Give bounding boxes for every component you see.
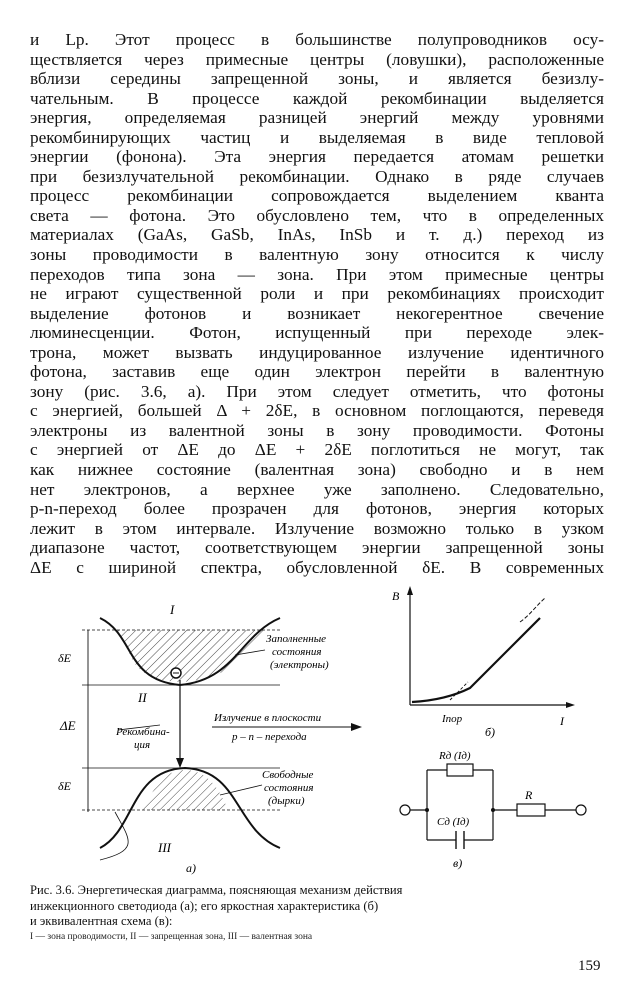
text-line: света — фотона. Это обусловлено тем, что в определенных	[30, 205, 604, 225]
text-line: процесс рекомбинации сопровождается выделением кванта	[30, 186, 604, 206]
terminal-right	[576, 805, 586, 815]
zone-label-forbidden: II	[138, 690, 147, 705]
rd-label: Rд (Iд)	[439, 750, 471, 762]
text-line: не играют существенной роли и при рекомбинациях происходит	[30, 284, 604, 304]
cd-label: Cд (Iд)	[437, 816, 470, 828]
caption-line: инжекционного светодиода (а); его яркостная характеристика (б)	[30, 898, 379, 913]
brightness-characteristic-chart	[370, 580, 605, 740]
text-line: зону (рис. 3.6, а). При этом следует отметить, что фотоны	[30, 381, 604, 401]
text-line: фотона, заставив еще один электрон перейти в валентную	[30, 362, 604, 382]
energy-diagram	[40, 590, 370, 882]
text-line: электроны из валентной зоны в зону проводимости. Фотоны	[30, 420, 604, 440]
r-label: R	[525, 788, 533, 802]
text-line: материалах (GaAs, GaSb, InAs, InSb и т. д.) переход из	[30, 225, 604, 245]
caption-line: Рис. 3.6. Энергетическая диаграмма, поясняющая механизм действия	[30, 883, 403, 897]
text-line: и Lp. Этот процесс в большинстве полупроводников осу-	[30, 30, 604, 49]
brightness-curve	[412, 618, 540, 702]
text-line: энергия, определяемая разницей энергий между уровнями	[30, 108, 604, 128]
terminal-left	[400, 805, 410, 815]
caption-line: и эквивалентная схема (в):	[30, 914, 173, 928]
band-gap-label: ΔE	[60, 718, 76, 733]
zone-label-conduction: I	[170, 602, 175, 617]
text-line: лежит в этом интервале. Излучение возможно только в узком	[30, 518, 604, 538]
recombination-label: Рекомбина- ция	[116, 726, 170, 751]
text-line: рекомбинирующих частиц и выделяемая в виде тепловой	[30, 127, 604, 147]
figure-caption	[30, 883, 604, 930]
x-axis-label: I	[560, 714, 564, 728]
text-line: ΔE с шириной спектра, обусловленной δE. В современных	[30, 557, 604, 577]
filled-electron-region	[115, 630, 270, 682]
threshold-current-label: Iпор	[442, 713, 463, 725]
text-line: энергии (фонона). Эта энергия передается атомам решетки	[30, 147, 604, 167]
text-line: люминесценции. Фотон, испущенный при переходе элек-	[30, 323, 604, 343]
pn-junction-label: p – n – перехода	[232, 731, 307, 743]
figure-legend: I — зона проводимости, II — запрещенная зона, III — валентная зона	[30, 932, 313, 942]
text-line: p-n-переход более прозрачен для фотонов, энергия которых	[30, 499, 604, 519]
figure-a-label: а)	[186, 861, 196, 875]
text-line: при безизлучательной рекомбинации. Однако в ряде случаев	[30, 166, 604, 186]
figure-b-label: б)	[485, 725, 496, 739]
figure-c-label: в)	[453, 856, 463, 870]
text-line: диапазоне частот, соответствующем энергии запрещенной зоны	[30, 538, 604, 558]
emission-label: Излучение в плоскости	[214, 712, 322, 724]
zone-label-valence: III	[158, 840, 171, 855]
text-line: выделение фотонов и возникает некогерентное свечение	[30, 303, 604, 323]
text-line: с энергией от ΔE до ΔE + 2δE поглотиться не могут, так	[30, 440, 604, 460]
equivalent-circuit	[385, 745, 605, 870]
text-line: чательным. В процессе каждой рекомбинации выделяется	[30, 88, 604, 108]
y-axis-label: B	[392, 589, 400, 603]
text-line: ществляется через примесные центры (ловушки), расположенные	[30, 49, 604, 69]
body-text	[30, 30, 604, 577]
page-number: 159	[578, 958, 601, 974]
text-line: трона, может вызвать индуцированное излучение идентичного	[30, 342, 604, 362]
free-states-label: Свободные состояния (дырки)	[262, 769, 314, 807]
delta-e-bottom-label: δE	[58, 779, 71, 793]
text-line: как нижнее состояние (валентная зона) свободно и в нем	[30, 460, 604, 480]
resistor-r	[517, 804, 545, 816]
resistor-rd	[447, 764, 473, 776]
text-line: зоны проводимости в валентную зону относится к числу	[30, 245, 604, 265]
text-line: с энергией, большей Δ + 2δE, в основном поглощаются, переведя	[30, 401, 604, 421]
text-line: нет электронов, а верхнее уже заполнено. Следовательно,	[30, 479, 604, 499]
filled-states-label: Заполненные состояния (электроны)	[266, 633, 329, 671]
text-line: вблизи середины запрещенной зоны, и является безизлу-	[30, 69, 604, 89]
text-line: переходов типа зона — зона. При этом примесные центры	[30, 264, 604, 284]
delta-e-top-label: δE	[58, 651, 71, 665]
